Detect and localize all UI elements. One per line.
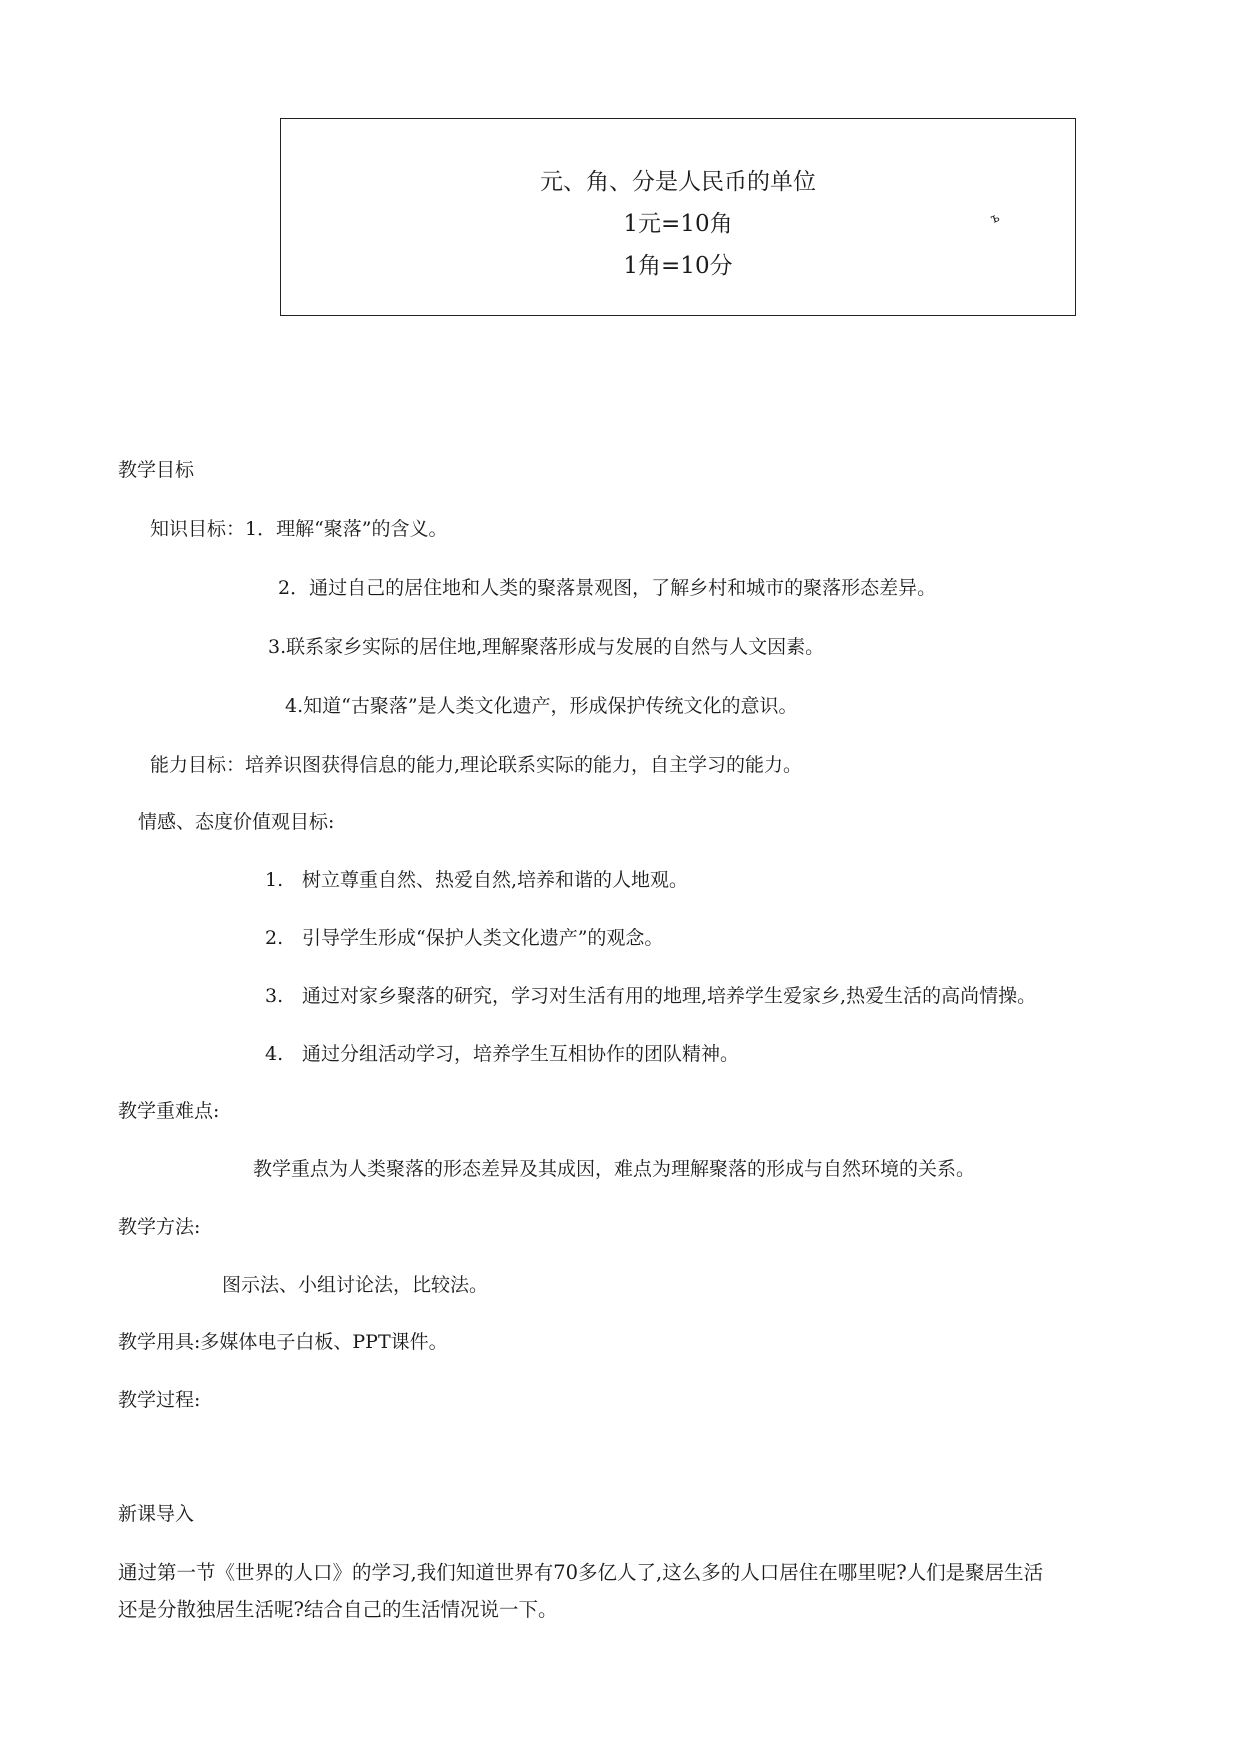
currency-summary-box [280,118,1076,316]
box-line-yuan-jiao: 1元=10角 [623,211,733,237]
objectives-heading: 教学目标 [118,459,195,481]
emotion-item-4-text: 通过分组活动学习，培养学生互相协作的团队精神。 [302,1043,740,1065]
emotion-item-2-number: 2. [265,927,284,949]
stray-mark: ъ [988,210,1002,227]
intro-heading: 新课导入 [118,1503,195,1525]
methods-heading: 教学方法: [118,1216,201,1238]
emotion-objective-heading: 情感、态度价值观目标: [138,811,335,833]
intro-paragraph-line-2: 还是分散独居生活呢?结合自己的生活情况说一下。 [118,1598,558,1621]
knowledge-objective-1: 知识目标：1．理解“聚落”的含义。 [150,518,448,540]
intro-paragraph-line-1: 通过第一节《世界的人口》的学习,我们知道世界有70多亿人了,这么多的人口居住在哪里呢?人们是聚居生活 [118,1561,1044,1584]
box-line-jiao-fen: 1角=10分 [623,253,733,279]
key-points-text: 教学重点为人类聚落的形态差异及其成因，难点为理解聚落的形成与自然环境的关系。 [253,1158,976,1180]
process-heading: 教学过程: [118,1389,201,1411]
teaching-tools: 教学用具:多媒体电子白板、PPT课件。 [118,1331,448,1353]
methods-text: 图示法、小组讨论法，比较法。 [222,1274,489,1296]
knowledge-objective-2: 2．通过自己的居住地和人类的聚落景观图，了解乡村和城市的聚落形态差异。 [278,577,937,599]
emotion-item-1-text: 树立尊重自然、热爱自然,培养和谐的人地观。 [302,869,689,891]
emotion-item-4-number: 4. [265,1043,284,1065]
emotion-item-3-number: 3. [265,985,284,1007]
ability-objective: 能力目标：培养识图获得信息的能力,理论联系实际的能力，自主学习的能力。 [150,754,803,776]
box-line-units: 元、角、分是人民币的单位 [540,169,816,195]
key-points-heading: 教学重难点: [118,1100,220,1122]
emotion-item-3-text: 通过对家乡聚落的研究，学习对生活有用的地理,培养学生爱家乡,热爱生活的高尚情操。 [302,985,1037,1007]
knowledge-objective-4: 4.知道“古聚落”是人类文化遗产，形成保护传统文化的意识。 [285,695,798,717]
emotion-item-2-text: 引导学生形成“保护人类文化遗产”的观念。 [302,927,664,949]
emotion-item-1-number: 1. [265,869,284,891]
knowledge-objective-3: 3.联系家乡实际的居住地,理解聚落形成与发展的自然与人文因素。 [268,636,825,658]
